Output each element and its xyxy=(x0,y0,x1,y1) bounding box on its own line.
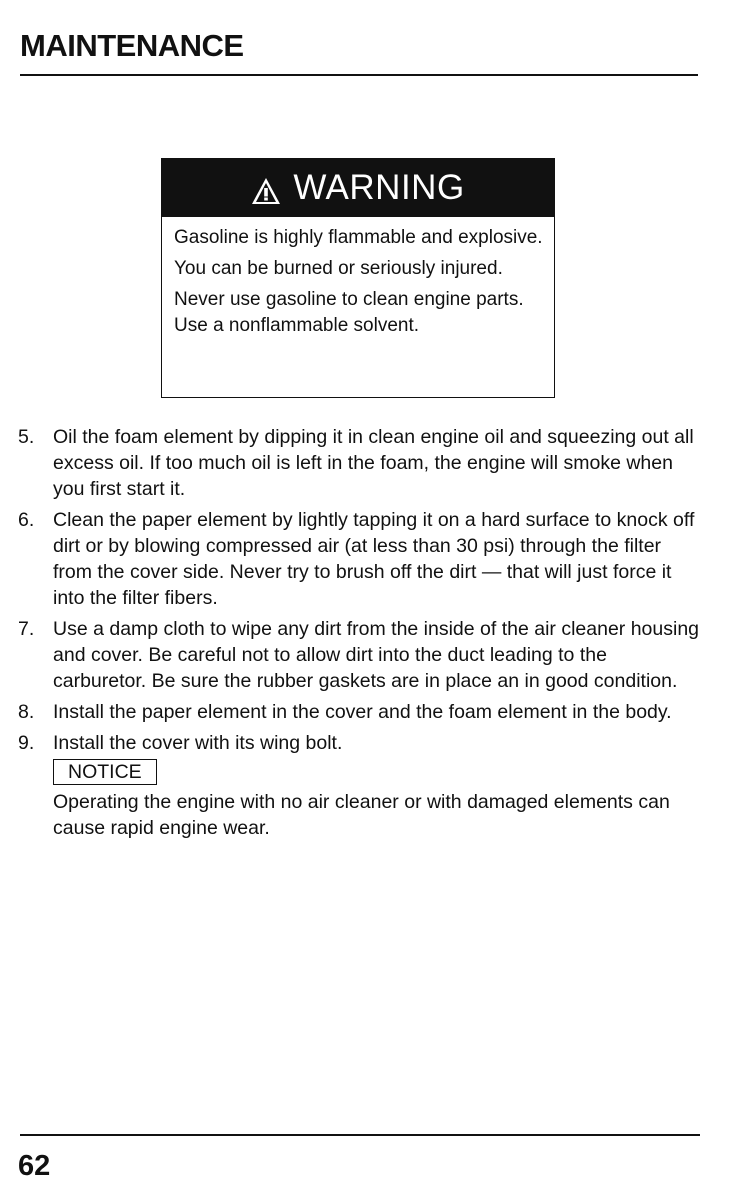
warning-line: You can be burned or seriously injured. xyxy=(174,258,503,279)
step-text: Install the paper element in the cover and the foam element in the body. xyxy=(53,701,672,723)
step-item xyxy=(18,730,700,756)
notice-text: Operating the engine with no air cleaner or with damaged elements can cause rapid engine wear. xyxy=(53,791,670,839)
warning-box xyxy=(161,158,555,398)
warning-title: WARNING xyxy=(293,168,465,207)
warning-line: Never use gasoline to clean engine parts. Use a nonflammable solvent. xyxy=(174,289,524,336)
step-item xyxy=(18,616,700,694)
page-number: 62 xyxy=(18,1150,51,1182)
step-item xyxy=(18,424,700,502)
warning-body xyxy=(162,217,554,339)
step-number: 6. xyxy=(18,509,35,531)
step-text: Clean the paper element by lightly tapping it on a hard surface to knock off dirt or by blowing compressed air (at less than 30 psi) through the filter from the cover side. Never try to brush off the dirt — that will just force it into the filter fibers. xyxy=(53,509,695,609)
page-section-title: MAINTENANCE xyxy=(20,28,244,63)
warning-header xyxy=(162,159,554,217)
warning-triangle-icon xyxy=(251,174,281,202)
maintenance-steps-list xyxy=(18,424,700,841)
step-item xyxy=(18,507,700,611)
warning-line: Gasoline is highly flammable and explosive. xyxy=(174,227,543,248)
step-number: 9. xyxy=(18,732,35,754)
header-divider xyxy=(20,74,698,76)
step-item xyxy=(18,699,700,725)
notice-block xyxy=(53,759,700,841)
footer-divider xyxy=(20,1134,700,1136)
step-number: 8. xyxy=(18,701,35,723)
step-number: 5. xyxy=(18,426,35,448)
notice-label: NOTICE xyxy=(53,759,157,785)
step-text: Oil the foam element by dipping it in clean engine oil and squeezing out all excess oil. If too much oil is left in the foam, the engine will smoke when you first start it. xyxy=(53,426,694,500)
step-number: 7. xyxy=(18,618,35,640)
step-text: Install the cover with its wing bolt. xyxy=(53,732,343,754)
step-text: Use a damp cloth to wipe any dirt from the inside of the air cleaner housing and cover. Be careful not to allow dirt into the duct leading to the carburetor. Be sure the rubber gaskets are in place an in good condition. xyxy=(53,618,700,692)
